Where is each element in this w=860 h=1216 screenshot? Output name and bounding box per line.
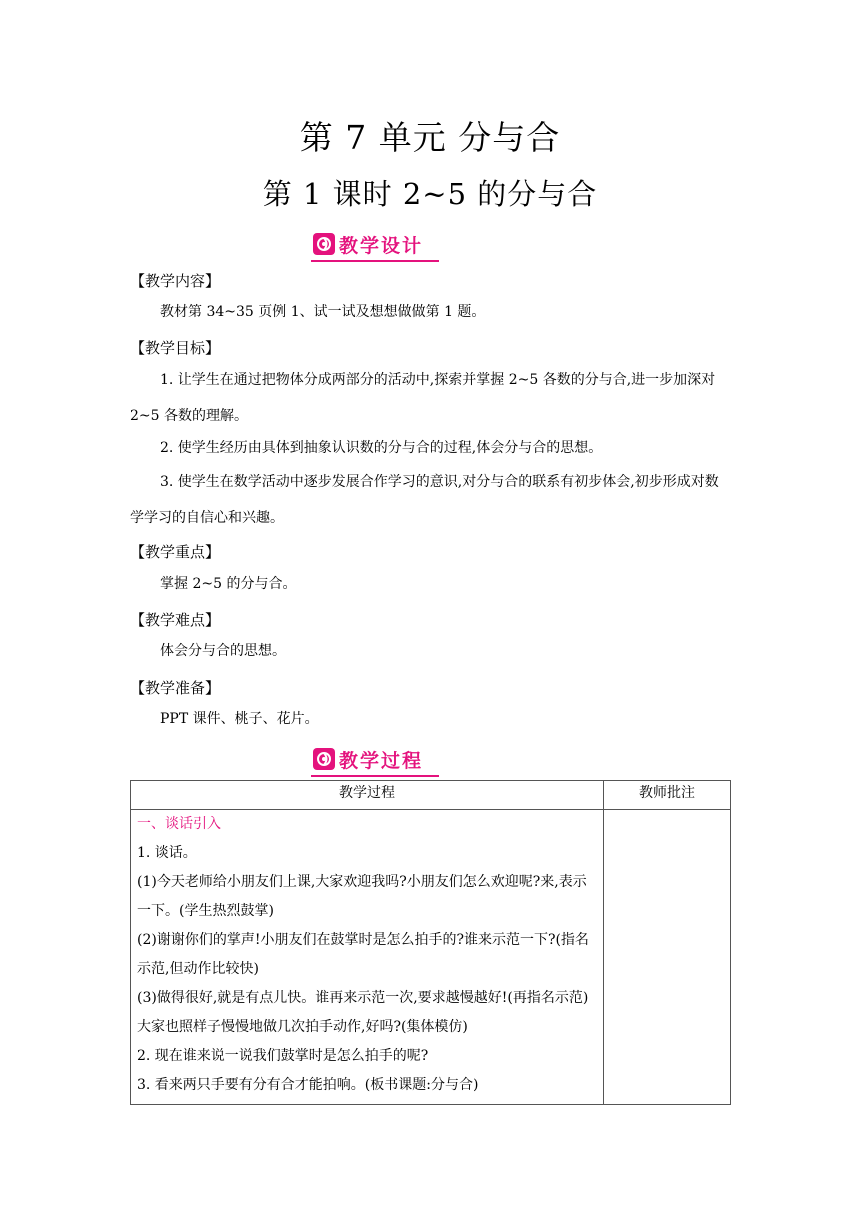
content-heading: 【教学内容】 [130, 272, 221, 290]
unit-title: 第 7 单元 分与合 [299, 118, 561, 157]
swirl-logo-icon [313, 748, 335, 770]
banner-label: 教学设计 [339, 231, 433, 258]
process-line: (2)谢谢你们的掌声!小朋友们在鼓掌时是怎么拍手的?谁来示范一下?(指名示范,但动作比较快) [137, 932, 589, 977]
difficult-heading: 【教学难点】 [130, 611, 221, 629]
process-line: 2. 现在谁来说一说我们鼓掌时是怎么拍手的呢? [137, 1048, 429, 1064]
process-line: (3)做得很好,就是有点儿快。谁再来示范一次,要求越慢越好!(再指名示范)大家也照样子慢慢地做几次拍手动作,好吗?(集体模仿) [137, 990, 589, 1035]
banner-label: 教学过程 [339, 746, 433, 773]
prep-heading: 【教学准备】 [130, 679, 221, 697]
process-cell [131, 810, 604, 1105]
teaching-design-banner [313, 231, 433, 257]
content-text: 教材第 34~35 页例 1、试一试及想想做做第 1 题。 [160, 304, 486, 320]
section-title: 一、谈话引入 [137, 816, 221, 832]
col-header-process: 教学过程 [131, 781, 604, 810]
goal-1: 1. 让学生在通过把物体分成两部分的活动中,探索并掌握 2~5 各数的分与合,进一步加深对 2~5 各数的理解。 [130, 372, 716, 424]
process-line: 3. 看来两只手要有分有合才能拍响。(板书课题:分与合) [137, 1077, 479, 1093]
process-line: 1. 谈话。 [137, 845, 197, 861]
col-header-notes: 教师批注 [604, 781, 731, 810]
prep-text: PPT 课件、桃子、花片。 [160, 711, 319, 727]
notes-cell [604, 810, 731, 1105]
process-line: (1)今天老师给小朋友们上课,大家欢迎我吗?小朋友们怎么欢迎呢?来,表示一下。(学生热烈鼓掌) [137, 874, 587, 919]
key-heading: 【教学重点】 [130, 543, 221, 561]
teaching-process-banner [313, 746, 433, 772]
key-text: 掌握 2~5 的分与合。 [160, 576, 297, 592]
goal-3: 3. 使学生在数学活动中逐步发展合作学习的意识,对分与合的联系有初步体会,初步形成对数学学习的自信心和兴趣。 [130, 474, 719, 526]
process-table [130, 780, 731, 1105]
lesson-title: 第 1 课时 2~5 的分与合 [262, 177, 598, 211]
goal-2: 2. 使学生经历由具体到抽象认识数的分与合的过程,体会分与合的思想。 [160, 440, 603, 456]
swirl-logo-icon [313, 233, 335, 255]
goals-heading: 【教学目标】 [130, 339, 221, 357]
difficult-text: 体会分与合的思想。 [160, 643, 286, 659]
